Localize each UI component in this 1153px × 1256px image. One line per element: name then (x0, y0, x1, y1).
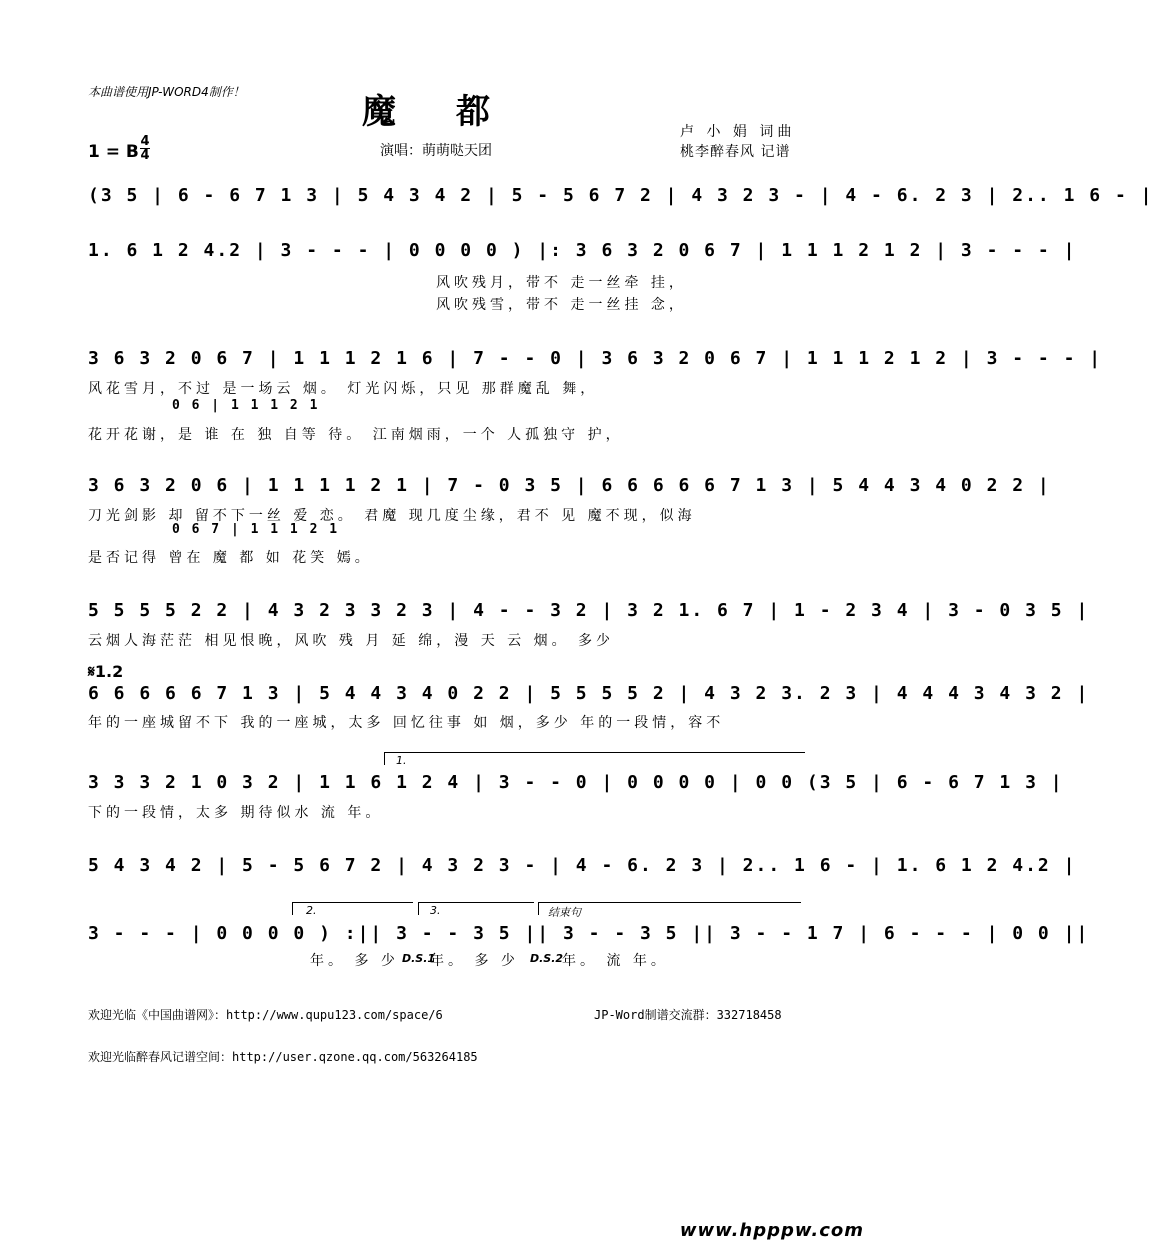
score-row-8: 5 4 3 4 2 | 5 - 5 6 7 2 | 4 3 2 3 - | 4 - 6. 2 3 | 2.. 1 6 - | 1. 6 1 2 4.2 | (88, 855, 1077, 876)
segno-sign: 𝄋1.2 (88, 662, 124, 681)
lyric-row-7: 下的一段情，太多 期待似水 流 年。 (88, 805, 384, 821)
score-row-3: 3 6 3 2 0 6 7 | 1 1 1 2 1 6 | 7 - - 0 | 3 6 3 2 0 6 7 | 1 1 1 2 1 2 | 3 - - - | (88, 348, 1103, 369)
lyric-row-2-verse-2: 风吹残雪，带不 走一丝挂 念， (436, 297, 687, 313)
footer-group-number: JP-Word制谱交流群：332718458 (594, 1008, 782, 1022)
lyric-row-9-a: 年。 多 少 (310, 953, 399, 969)
alt-notes-row-3: 0 6 | 1 1 1 2 1 (172, 398, 320, 413)
ds1-marking: D.S.1 (402, 952, 436, 965)
lyric-row-2-verse-1: 风吹残月，带不 走一丝牵 挂， (436, 275, 687, 291)
score-row-5: 5 5 5 5 2 2 | 4 3 2 3 3 2 3 | 4 - - 3 2 | 3 2 1. 6 7 | 1 - 2 3 4 | 3 - 0 3 5 | (88, 600, 1090, 621)
score-row-9: 3 - - - | 0 0 0 0 ) :|| 3 - - 3 5 || 3 - - 3 5 || 3 - - 1 7 | 6 - - - | 0 0 || (88, 923, 1090, 944)
score-row-6: 6 6 6 6 6 7 1 3 | 5 4 4 3 4 0 2 2 | 5 5 5 5 2 | 4 3 2 3. 2 3 | 4 4 4 3 4 3 2 | (88, 683, 1090, 704)
score-row-2: 1. 6 1 2 4.2 | 3 - - - | 0 0 0 0 ) |: 3 6 3 2 0 6 7 | 1 1 1 2 1 2 | 3 - - - | (88, 240, 1077, 261)
volta-3-label: 3. (430, 904, 441, 917)
lyric-row-3-verse-2: 花开花谢，是 谁 在 独 自等 待。 江南烟雨，一个 人孤独守 护， (88, 427, 624, 443)
key-signature: 1 = B (88, 142, 139, 162)
score-row-7: 3 3 3 2 1 0 3 2 | 1 1 6 1 2 4 | 3 - - 0 | 0 0 0 0 | 0 0 (3 5 | 6 - 6 7 1 3 | (88, 772, 1064, 793)
song-title: 魔都 (362, 92, 550, 132)
ending-label: 结束句 (548, 906, 581, 919)
lyric-row-9-b: 年。 多 少 (430, 953, 519, 969)
volta-2-label: 2. (306, 904, 317, 917)
lyric-row-4-verse-2: 是否记得 曾在 魔 都 如 花笑 嫣。 (88, 550, 373, 566)
score-row-1: (3 5 | 6 - 6 7 1 3 | 5 4 3 4 2 | 5 - 5 6 7 2 | 4 3 2 3 - | 4 - 6. 2 3 | 2.. 1 6 - | (88, 185, 1153, 206)
lyric-row-6: 年的一座城留不下 我的一座城，太多 回忆往事 如 烟，多少 年的一段情，容不 (88, 715, 725, 731)
singer-credit: 演唱：萌萌哒天团 (380, 143, 492, 159)
lyric-row-5: 云烟人海茫茫 相见恨晚，风吹 残 月 延 绵，漫 天 云 烟。 多少 (88, 633, 615, 649)
lyric-row-3-verse-1: 风花雪月，不过 是一场云 烟。 灯光闪烁，只见 那群魔乱 舞， (88, 381, 599, 397)
ds2-marking: D.S.2 (530, 952, 564, 965)
transcriber-credit: 桃李醉春风 记谱 (680, 144, 791, 160)
volta-1-label: 1. (396, 754, 407, 767)
watermark-site: www.hpppw.com (679, 1220, 864, 1241)
time-signature-bottom: 4 (140, 148, 150, 163)
lyric-row-9-c: 年。 流 年。 (562, 953, 669, 969)
volta-bracket-1 (384, 752, 805, 765)
time-signature (140, 135, 150, 162)
footer-link-qupu: 欢迎光临《中国曲谱网》：http://www.qupu123.com/space/6 (88, 1008, 443, 1022)
time-signature-top: 4 (140, 134, 150, 149)
lyricist-credit: 卢 小 娟 词曲 (680, 124, 796, 140)
footer-link-qzone: 欢迎光临醉春风记谱空间：http://user.qzone.qq.com/563264185 (88, 1050, 478, 1064)
software-credit: 本曲谱使用JP-WORD4制作！ (88, 85, 245, 99)
alt-notes-row-4: 0 6 7 | 1 1 1 2 1 (172, 522, 340, 537)
score-row-4: 3 6 3 2 0 6 | 1 1 1 1 2 1 | 7 - 0 3 5 | 6 6 6 6 6 7 1 3 | 5 4 4 3 4 0 2 2 | (88, 475, 1051, 496)
lyric-row-4-verse-1: 刀光剑影 却 留不下一丝 爱 恋。 君魔 现几度尘缘，君不 见 魔不现，似海 (88, 508, 696, 524)
